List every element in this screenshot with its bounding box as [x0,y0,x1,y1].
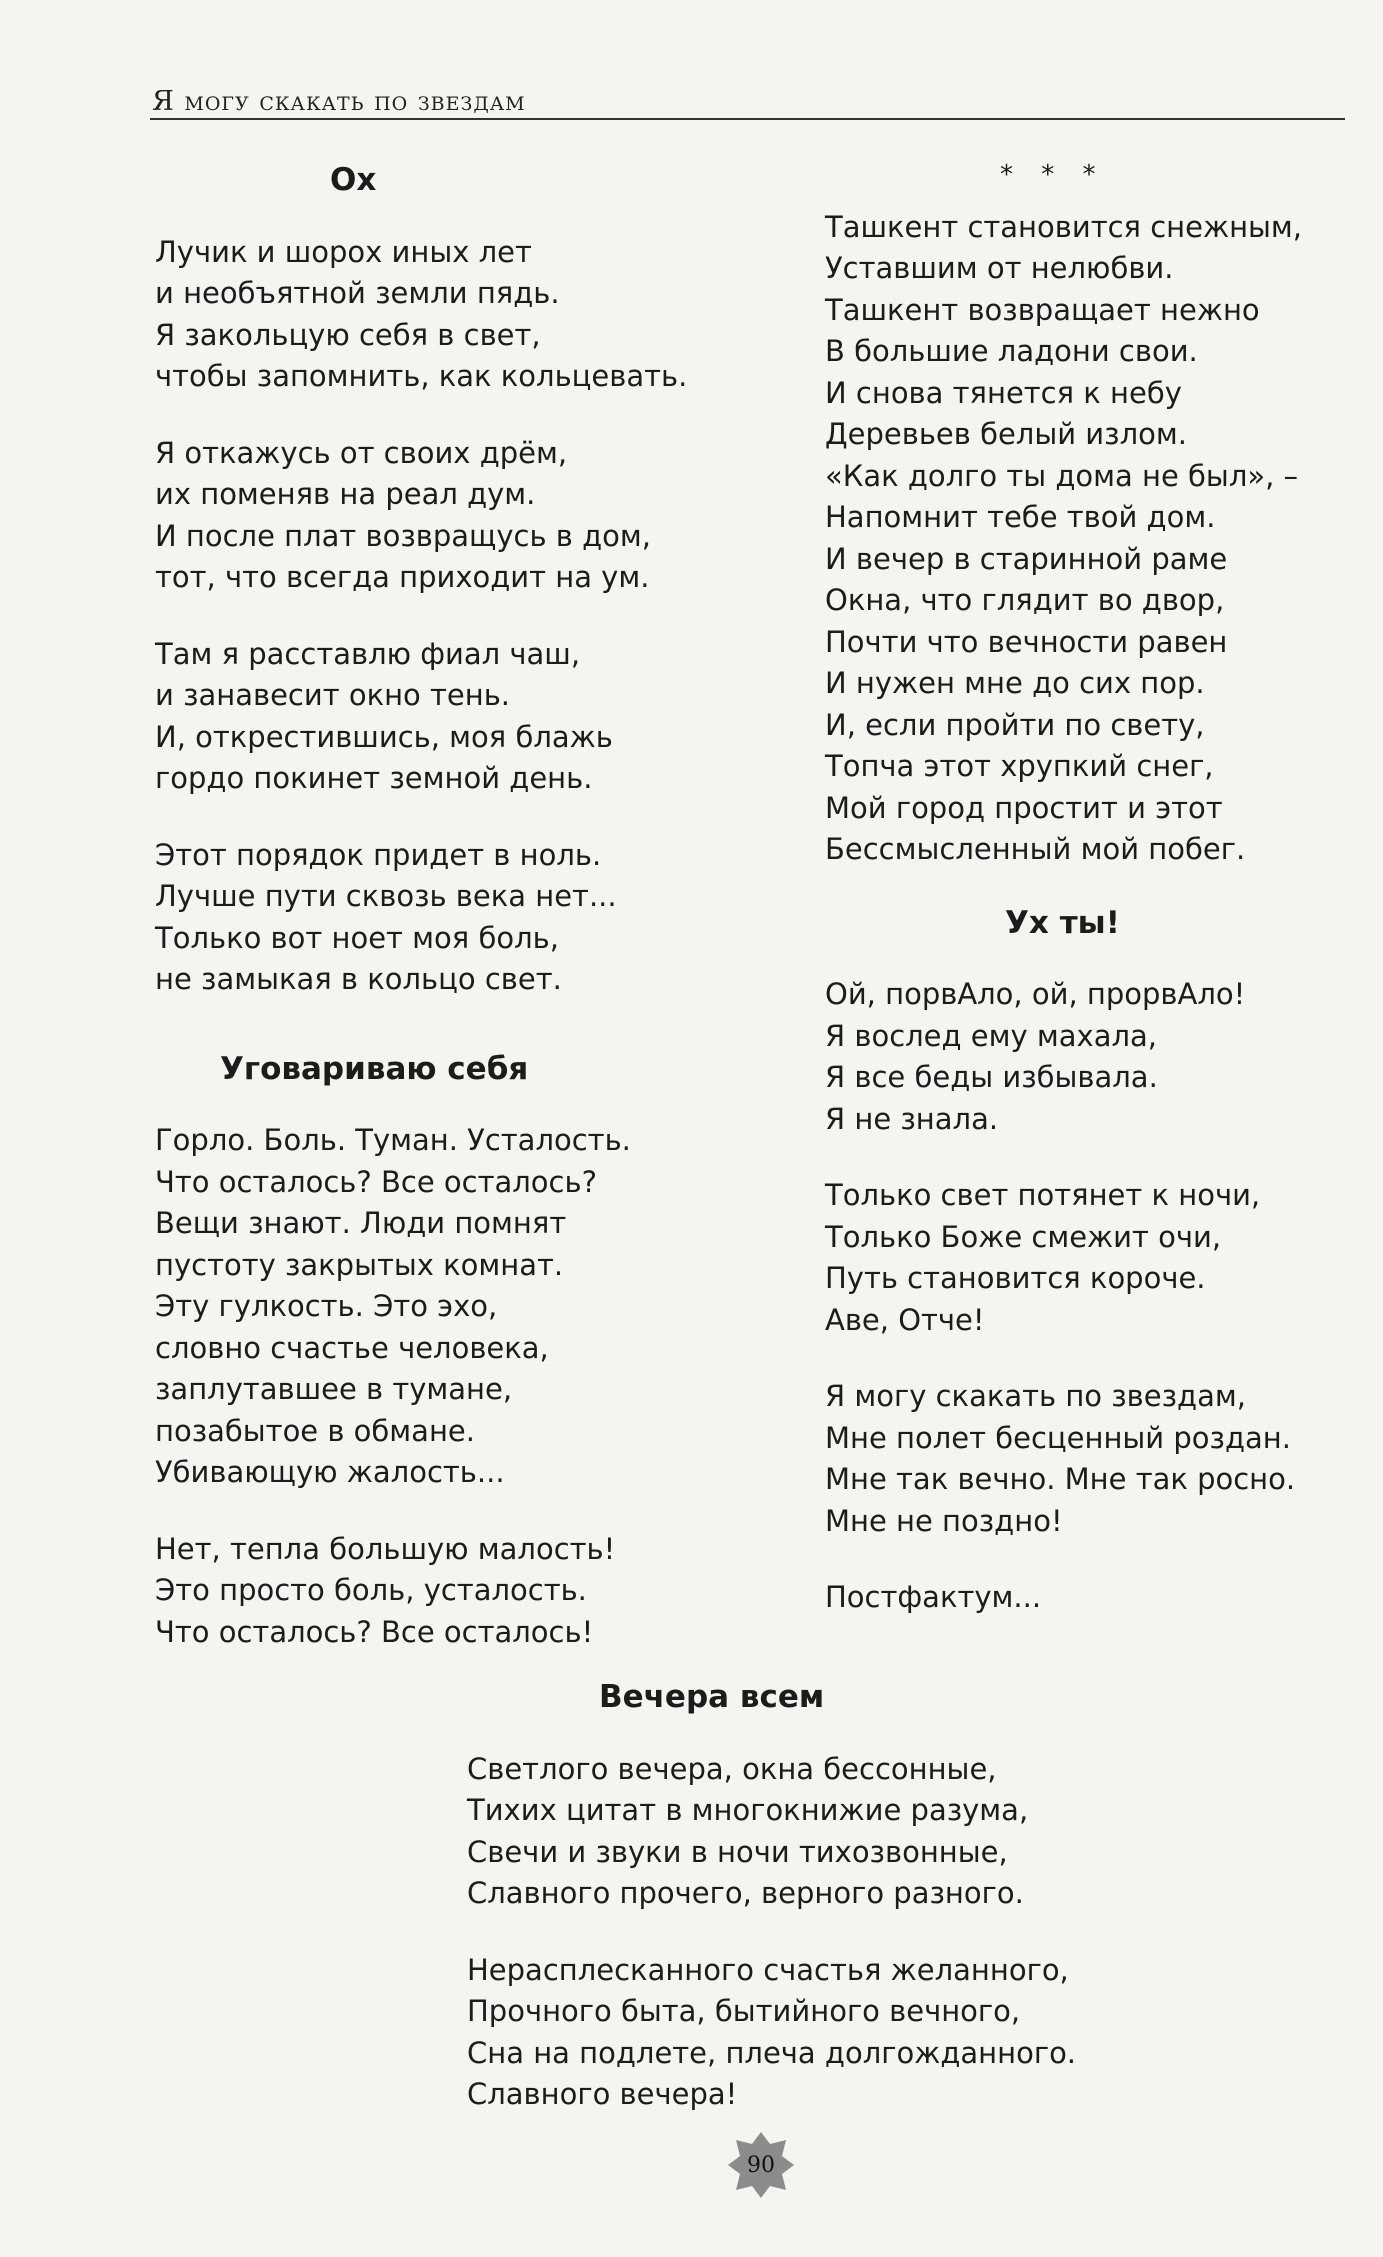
poem-line: Прочного быта, бытийного вечного, [467,1994,1021,2028]
header-rule [150,118,1345,120]
poem-line: Окна, что глядит во двор, [825,583,1225,617]
poem-line: Только свет потянет к ночи, [825,1178,1261,1212]
poem-line: тот, что всегда приходит на ум. [155,560,650,594]
running-title: Я могу скакать по звездам [152,86,526,117]
poem-line: Вещи знают. Люди помнят [155,1206,567,1240]
poem-line: Топча этот хрупкий снег, [825,749,1214,783]
stanza [825,207,1345,871]
poem-line: Горло. Боль. Туман. Усталость. [155,1123,631,1157]
page-number: 90 [747,2152,775,2178]
stanza [825,1175,1345,1341]
poem-vechera [467,1677,1077,2116]
poem-line: и занавесит окно тень. [155,678,511,712]
poem-line: Деревьев белый излом. [825,417,1187,451]
poem-line: Я могу скакать по звездам, [825,1379,1246,1413]
poem-line: В большие ладони свои. [825,334,1198,368]
poem-title: Ох [330,162,377,198]
poem-line: Почти что вечности равен [825,624,1228,659]
poem-ukh-ty [825,903,1345,1619]
poem-line: Я вослед ему махала, [825,1018,1157,1053]
stanza [825,974,1345,1140]
poem-line: И, открестившись, моя блажь [155,719,613,754]
poem-line: И нужен мне до сих пор. [825,666,1205,700]
poem-okh [155,160,695,1001]
poem-line: не замыкая в кольцо свет. [155,962,562,996]
poem-line: пустоту закрытых комнат. [155,1247,564,1282]
page-number-badge [726,2130,796,2200]
poem-line: Светлого вечера, окна бессонные, [467,1751,997,1786]
poem-line: Лучик и шорох иных лет [155,234,532,269]
poem-line: Только Боже смежит очи, [825,1219,1222,1254]
poem-ugovarivayu [155,1049,695,1654]
bottom-poem-block [467,1677,1077,2116]
poem-line: Я все беды избывала. [825,1060,1158,1094]
poem-line: Убивающую жалость... [155,1455,505,1489]
poem-line: Мой город простит и этот [825,790,1223,825]
poem-line: И вечер в старинной раме [825,541,1228,576]
poem-line: Путь становится короче. [825,1261,1206,1295]
poem-line: Ташкент становится снежным, [825,209,1303,244]
poem-body [825,974,1345,1619]
poem-line: Бессмысленный мой побег. [825,832,1246,866]
poem-line: Нет, тепла большую малость! [155,1531,616,1566]
poem-tashkent [825,155,1345,871]
poem-line: гордо покинет земной день. [155,761,593,795]
poem-line: и необъятной земли пядь. [155,276,560,310]
stanza [155,835,695,1001]
poem-line: Только вот ноет моя боль, [155,920,559,955]
poem-line: Эту гулкость. Это эхо, [155,1289,498,1323]
poem-line: Это просто боль, усталость. [155,1573,587,1607]
poem-body [155,1120,695,1653]
poem-line: Постфактум... [825,1580,1042,1614]
poem-line: «Как долго ты дома не был», – [825,458,1299,493]
poem-line: Ой, порвАло, ой, прорвАло! [825,977,1246,1011]
poem-body [467,1749,1077,2116]
poem-line: Славного вечера! [467,2077,738,2111]
poem-line: Уставшим от нелюбви. [825,251,1174,285]
stanza [467,1749,1067,1915]
stanza [155,1529,695,1654]
stanza [467,1950,1077,2116]
poem-line: Мне так вечно. Мне так росно. [825,1462,1296,1496]
poem-line: Что осталось? Все осталось! [155,1614,594,1649]
poem-line: Этот порядок придет в ноль. [155,837,602,872]
poem-line: Нерасплесканного счастья желанного, [467,1952,1069,1987]
poem-line: Я закольцую себя в свет, [155,317,541,352]
poem-line: Аве, Отче! [825,1302,985,1337]
poem-title: Ух ты! [1005,904,1120,941]
stanza [825,1577,1345,1619]
poem-line: И снова тянется к небу [825,375,1182,410]
poem-line: Мне не поздно! [825,1503,1063,1538]
poem-line: Лучше пути сквозь века нет... [155,879,617,913]
poem-line: Я откажусь от своих дрём, [155,435,568,470]
section-asterisks: * * * [1000,160,1106,190]
stanza [155,232,695,398]
poem-title: Уговариваю себя [220,1050,529,1087]
poem-line: Славного прочего, верного разного. [467,1876,1024,1910]
poem-line: чтобы запомнить, как кольцевать. [155,359,688,393]
poem-line: Свечи и звуки в ночи тихозвонные, [467,1834,1008,1869]
right-column [825,155,1345,1619]
poem-line: Я не знала. [825,1101,999,1136]
poem-line: И, если пройти по свету, [825,707,1205,742]
stanza [155,433,695,599]
poem-title: Вечера всем [599,1679,825,1715]
poem-line: Сна на подлете, плеча долгожданного. [467,2035,1077,2070]
poem-line: Ташкент возвращает нежно [825,292,1260,327]
poem-line: заплутавшее в тумане, [155,1372,513,1406]
poem-line: позабытое в обмане. [155,1413,475,1448]
poem-line: их поменяв на реал дум. [155,477,536,511]
poem-body [825,207,1345,871]
poem-line: И после плат возвращусь в дом, [155,518,651,553]
poem-body [155,232,695,1001]
stanza [155,1120,695,1494]
poem-line: Что осталось? Все осталось? [155,1164,597,1199]
stanza [155,634,695,800]
poem-line: Мне полет бесценный роздан. [825,1420,1291,1455]
stanza [825,1376,1345,1542]
poem-line: словно счастье человека, [155,1330,549,1365]
left-column [155,160,695,1653]
poem-line: Напомнит тебе твой дом. [825,500,1216,534]
poem-line: Тихих цитат в многокнижие разума, [467,1793,1029,1827]
poem-line: Там я расставлю фиал чаш, [155,636,581,671]
